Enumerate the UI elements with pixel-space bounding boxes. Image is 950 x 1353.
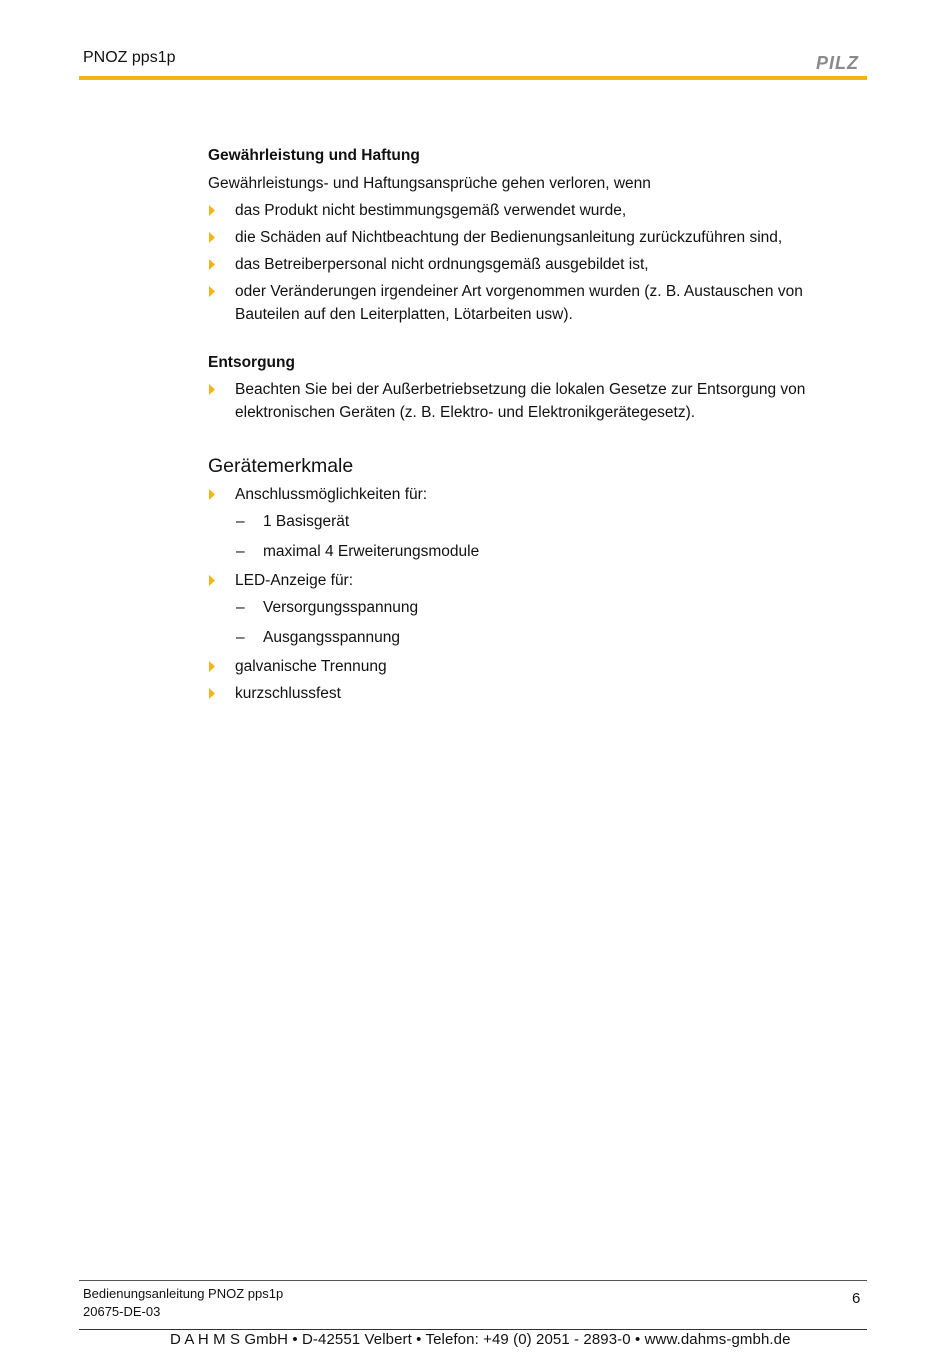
sub-list-item-text: 1 Basisgerät — [263, 513, 350, 530]
list-item — [208, 200, 848, 223]
triangle-bullet-icon — [209, 575, 215, 586]
sub-list-item — [208, 541, 848, 564]
list-item-text: Beachten Sie bei der Außerbetriebsetzung die lokalen Gesetze zur Entsorgung von elektronischen Geräten (z. B. Elektro- und Elektronikgerätegesetz). — [235, 381, 806, 421]
list-item — [208, 254, 848, 277]
list-item-text: das Betreiberpersonal nicht ordnungsgemäß ausgebildet ist, — [235, 256, 649, 273]
header-title: PNOZ pps1p — [83, 49, 176, 66]
footer-doc-number: 20675-DE-03 — [83, 1304, 161, 1319]
list-item-text: oder Veränderungen irgendeiner Art vorgenommen wurden (z. B. Austauschen von Bauteilen auf den Leiterplatten, Lötarbeiten usw). — [235, 283, 803, 323]
triangle-bullet-icon — [209, 384, 215, 395]
dash-bullet: – — [236, 599, 245, 616]
list-item-text: Anschlussmöglichkeiten für: — [235, 486, 428, 503]
svg-text:PILZ: PILZ — [816, 54, 859, 72]
sub-list-item — [208, 597, 848, 620]
features-title: Gerätemerkmale — [208, 455, 354, 477]
list-item — [208, 379, 848, 424]
warranty-list — [208, 200, 848, 326]
dash-bullet: – — [236, 542, 245, 560]
features-list — [208, 570, 848, 593]
warranty-title: Gewährleistung und Haftung — [208, 147, 420, 164]
sub-list-item-text: Versorgungsspannung — [263, 599, 419, 616]
list-item — [208, 656, 848, 679]
list-item — [208, 281, 848, 326]
features-list — [208, 656, 848, 706]
page-number: 6 — [852, 1290, 861, 1307]
warranty-intro: Gewährleistungs- und Haftungsansprüche gehen verloren, wenn — [208, 175, 651, 192]
dash-bullet: – — [236, 513, 245, 530]
triangle-bullet-icon — [209, 232, 215, 243]
list-item — [208, 484, 848, 507]
disposal-list — [208, 379, 848, 424]
dealer-stamp — [170, 1331, 791, 1351]
disposal-section — [208, 352, 848, 424]
list-item — [208, 570, 848, 593]
footer-manual-title: Bedienungsanleitung PNOZ pps1p — [83, 1286, 284, 1301]
list-item — [208, 227, 848, 250]
dash-bullet: – — [236, 628, 245, 646]
triangle-bullet-icon — [209, 259, 215, 270]
footer-rule — [79, 1280, 867, 1281]
dealer-stamp-text: D A H M S GmbH • D-42551 Velbert • Telefon: +49 (0) 2051 - 2893-0 • www.dahms-gmbh.de — [170, 1331, 791, 1348]
page-content — [208, 145, 848, 710]
triangle-bullet-icon — [209, 489, 215, 500]
footer-document-info — [83, 1285, 283, 1321]
features-list — [208, 484, 848, 507]
list-item-text: galvanische Trennung — [235, 658, 387, 675]
warranty-section — [208, 145, 848, 326]
list-item-text: die Schäden auf Nichtbeachtung der Bedienungsanleitung zurückzuführen sind, — [235, 229, 783, 246]
triangle-bullet-icon — [209, 286, 215, 297]
triangle-bullet-icon — [209, 688, 215, 699]
footer-rule — [79, 1329, 867, 1330]
header-accent-rule — [79, 76, 867, 80]
sub-list-item — [208, 627, 848, 650]
list-item-text: LED-Anzeige für: — [235, 572, 354, 589]
sub-list-item — [208, 511, 848, 534]
sub-list-item-text: Ausgangsspannung — [263, 628, 401, 646]
pilz-logo — [816, 54, 868, 72]
disposal-title: Entsorgung — [208, 354, 295, 371]
list-item — [208, 683, 848, 706]
features-section — [208, 453, 848, 706]
triangle-bullet-icon — [209, 661, 215, 672]
list-item-text: kurzschlussfest — [235, 685, 341, 702]
sub-list-item-text: maximal 4 Erweiterungsmodule — [263, 542, 480, 560]
list-item-text: das Produkt nicht bestimmungsgemäß verwendet wurde, — [235, 202, 627, 219]
triangle-bullet-icon — [209, 205, 215, 216]
